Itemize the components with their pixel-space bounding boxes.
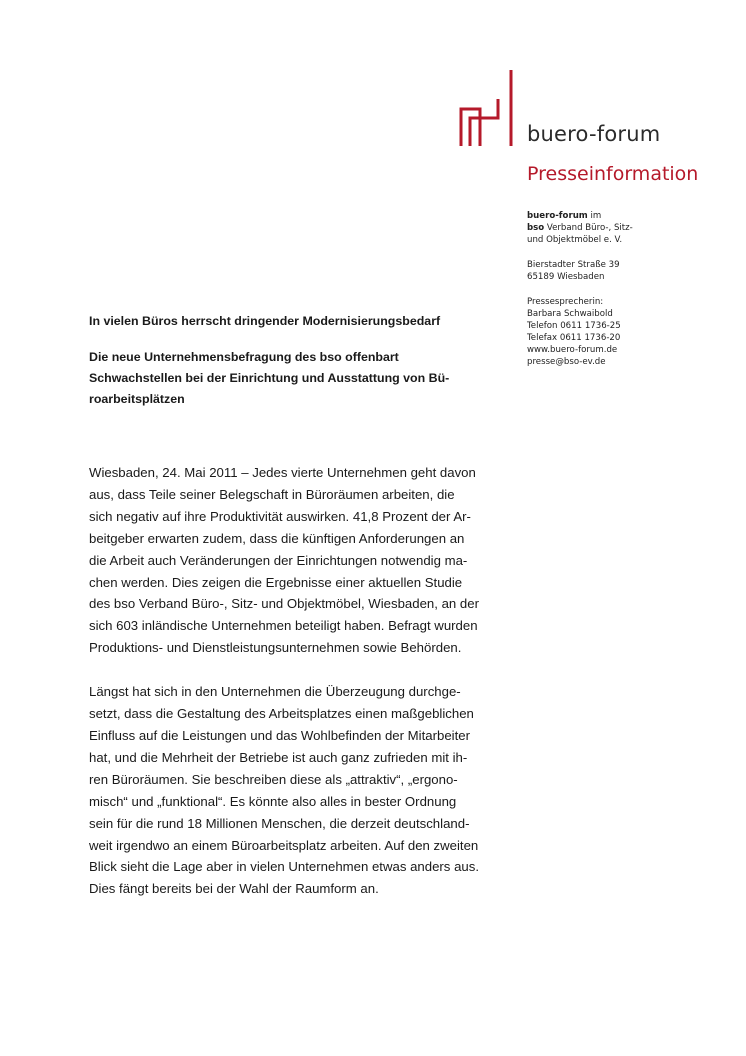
article-subheadline <box>89 347 509 410</box>
org-line-1 <box>527 210 727 222</box>
text-line: Wiesbaden, 24. Mai 2011 – Jedes vierte Unternehmen geht davon <box>89 465 476 480</box>
org-line-2-rest: Verband Büro-, Sitz- <box>544 223 633 233</box>
buero-forum-logo-mark-icon <box>458 70 520 148</box>
contact-name: Barbara Schwaibold <box>527 309 613 319</box>
text-line: sein für die rund 18 Millionen Menschen, die derzeit deutschland- <box>89 815 470 831</box>
subhead-line: roarbeitsplätzen <box>89 392 185 406</box>
subhead-line: Schwachstellen bei der Einrichtung und Ausstattung von Bü- <box>89 371 450 385</box>
address-block <box>527 259 727 283</box>
text-line: Blick sieht die Lage aber in vielen Unternehmen etwas anders aus. <box>89 859 479 875</box>
contact-fax: Telefax 0611 1736-20 <box>527 333 621 343</box>
paragraph-2 <box>89 681 509 900</box>
org-name-bold: buero-forum <box>527 211 588 221</box>
text-line: Produktions- und Dienstleistungsunternehmen sowie Behörden. <box>89 640 462 656</box>
contact-phone: Telefon 0611 1736-25 <box>527 321 621 331</box>
text-line: misch“ und „funktional“. Es könnte also alles in bester Ordnung <box>89 793 457 809</box>
text-line: weit irgendwo an einem Büroarbeitsplatz arbeiten. Auf den zweiten <box>89 837 479 853</box>
text-line: hat, und die Mehrheit der Betriebe ist auch ganz zufrieden mit ih- <box>89 749 468 765</box>
text-line: Längst hat sich in den Unternehmen die Überzeugung durchge- <box>89 684 461 700</box>
text-line: setzt, dass die Gestaltung des Arbeitsplatzes einen maßgeblichen <box>89 706 474 722</box>
contact-website-link[interactable]: www.buero-forum.de <box>527 345 618 355</box>
text-line: ren Büroräumen. Sie beschreiben diese als „attraktiv“, „ergono- <box>89 771 458 787</box>
presseinformation-title: Presseinformation <box>527 163 699 185</box>
brand-name: buero-forum <box>527 122 661 146</box>
contact-email-link[interactable]: presse@bso-ev.de <box>527 357 606 367</box>
contact-role: Pressesprecherin: <box>527 297 604 307</box>
contact-sidebar <box>527 210 727 381</box>
bso-bold: bso <box>527 223 545 233</box>
article-headline: In vielen Büros herrscht dringender Modernisierungsbedarf <box>89 314 441 328</box>
address-city: 65189 Wiesbaden <box>527 272 605 282</box>
text-line: Einfluss auf die Leistungen und das Wohlbefinden der Mitarbeiter <box>89 727 470 743</box>
paragraph-1 <box>89 462 509 659</box>
subhead-line: Die neue Unternehmensbefragung des bso offenbart <box>89 350 399 364</box>
org-line-3: und Objektmöbel e. V. <box>527 235 623 245</box>
org-line-2 <box>527 222 727 234</box>
text-line: sich 603 inländische Unternehmen beteiligt haben. Befragt wurden <box>89 618 478 634</box>
address-street: Bierstadter Straße 39 <box>527 260 620 270</box>
text-line: sich negativ auf ihre Produktivität auswirken. 41,8 Prozent der Ar- <box>89 508 471 524</box>
text-line: beitgeber erwarten zudem, dass die künftigen Anforderungen an <box>89 530 465 546</box>
buero-forum-logo <box>458 70 698 190</box>
organization-block <box>527 210 727 246</box>
text-line: Dies fängt bereits bei der Wahl der Raumform an. <box>89 881 379 897</box>
text-line: aus, dass Teile seiner Belegschaft in Büroräumen arbeiten, die <box>89 486 455 502</box>
text-line: die Arbeit auch Veränderungen der Einrichtungen notwendig ma- <box>89 552 468 568</box>
press-contact-block <box>527 296 727 368</box>
text-line: des bso Verband Büro-, Sitz- und Objektmöbel, Wiesbaden, an der <box>89 596 479 612</box>
org-line-1-rest: im <box>587 211 602 221</box>
article-body <box>89 462 509 922</box>
text-line: chen werden. Dies zeigen die Ergebnisse einer aktuellen Studie <box>89 574 463 590</box>
